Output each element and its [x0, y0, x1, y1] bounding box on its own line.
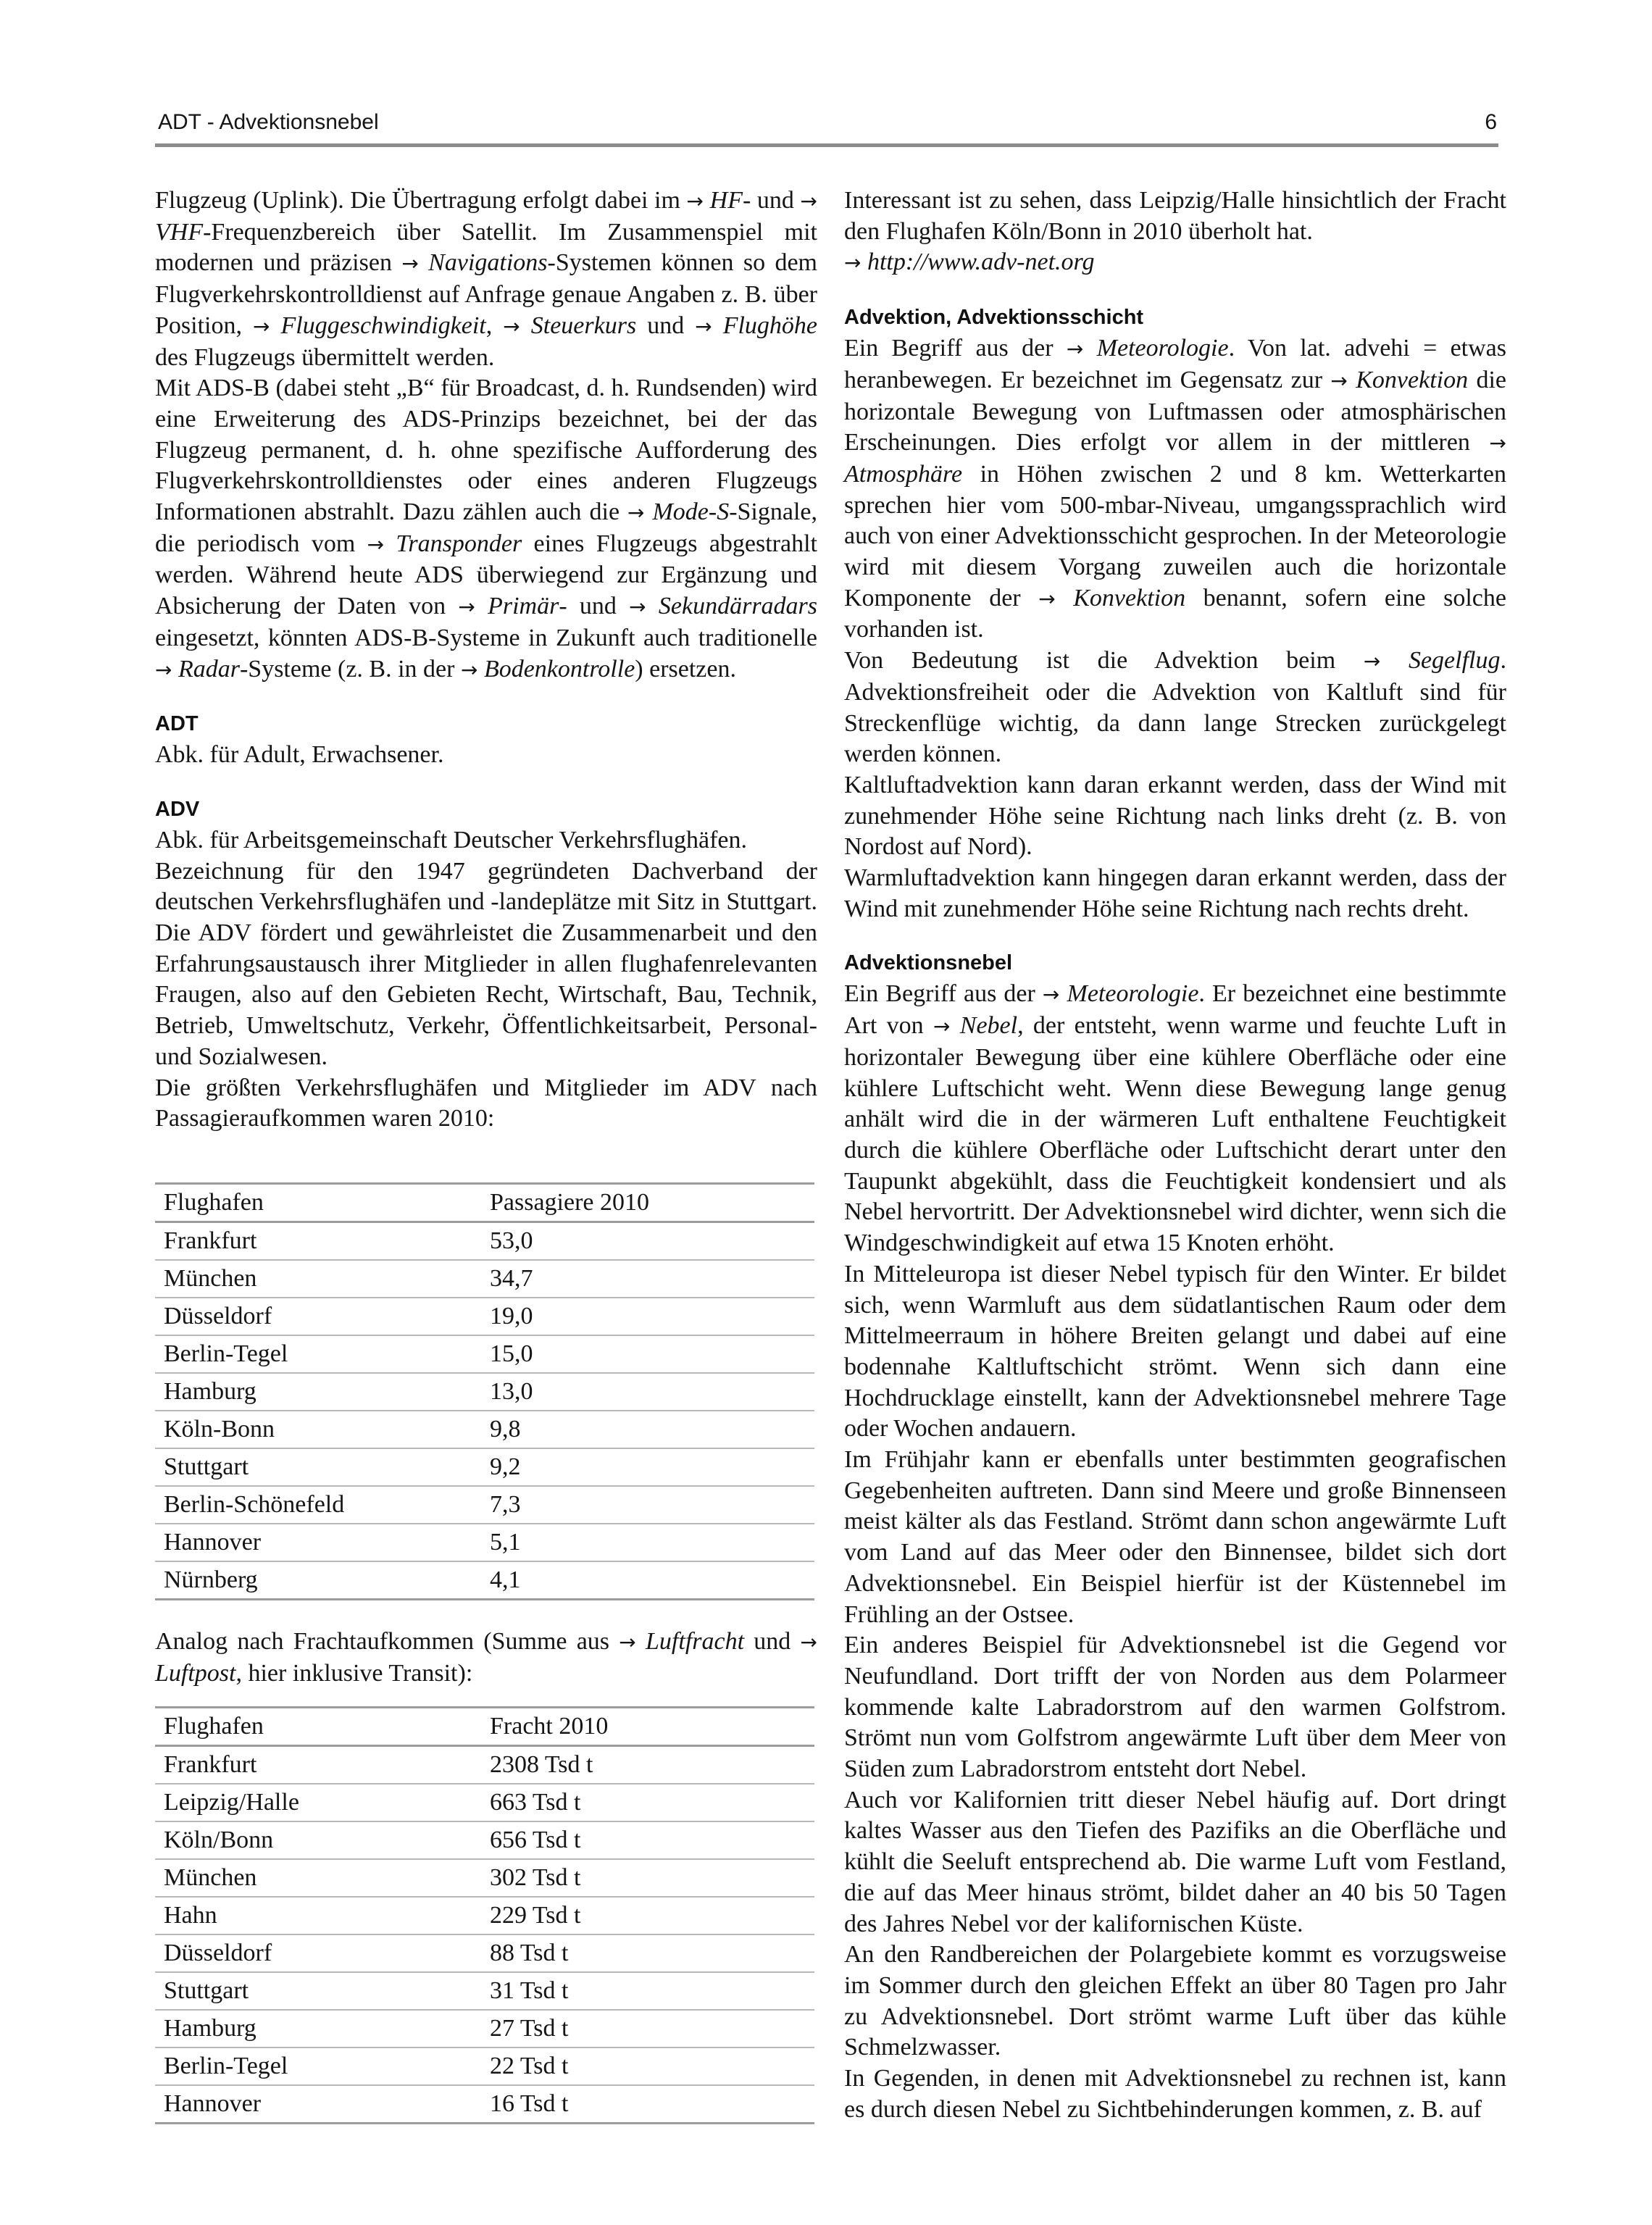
cross-reference-arrow-icon: →	[367, 532, 385, 556]
cross-reference-arrow-icon: →	[844, 251, 862, 275]
passenger-header-count: Passagiere 2010	[481, 1183, 814, 1222]
cargo-table-row	[155, 1746, 814, 1784]
text-run: Ein anderes Beispiel für Advektionsnebel ist die Gegend vor Neufundland. Dort trifft der von Norden aus dem Polarmeer kommende kalte Labradorstrom auf den warmen Golfstrom. Strömt nun vom Golfstrom angewärmte Luft über dem Meer von Süden zum Labradorstrom entsteht dort Nebel.	[844, 1632, 1506, 1783]
text-run: -Frequenzbereich über Satellit. Im Zusammenspiel mit modernen und präzisen	[155, 218, 817, 277]
ads-paragraph-2	[155, 373, 817, 685]
cargo-table-row	[155, 2010, 814, 2047]
page-header	[155, 104, 1498, 141]
cross-reference-term[interactable]: VHF	[155, 218, 204, 246]
cargo-value-cell: 663 Tsd t	[481, 1784, 814, 1821]
text-run: Bezeichnung für den 1947 gegründeten Dachverband der deutschen Verkehrsflughäfen und -landeplätze mit Sitz in Stuttgart. Die ADV fördert und gewährleistet die Zusammenarbeit und den Erfahrungsaustausch ihrer Mitglieder in allen flughafenrelevanten Fraugen, also auf den Gebieten Recht, Wirtschaft, Bau, Technik, Betrieb, Umweltschutz, Verkehr, Öffentlichkeitsarbeit, Personal- und Sozialwesen.	[155, 857, 817, 1070]
passenger-airport-cell: Köln-Bonn	[155, 1411, 481, 1448]
text-run	[384, 530, 396, 557]
cross-reference-term[interactable]: Luftfracht	[646, 1627, 745, 1655]
advektion-paragraph-4	[844, 863, 1506, 924]
text-run: . Advektionsfreiheit oder die Advektion von Kaltluft sind für Streckenflüge wichtig, da dann lange Strecken zurückgelegt werden können.	[844, 647, 1506, 768]
text-run: -Systeme (z. B. in der	[239, 655, 461, 682]
text-run: - und	[742, 187, 801, 214]
cross-reference-arrow-icon: →	[458, 595, 475, 619]
passenger-airport-cell: Stuttgart	[155, 1448, 481, 1486]
text-run: Flugzeug (Uplink). Die Übertragung erfolgt dabei im	[155, 187, 687, 214]
text-run	[704, 187, 710, 214]
text-run	[636, 1628, 646, 1655]
passenger-table-row	[155, 1222, 814, 1260]
cross-reference-term[interactable]: Primär	[488, 593, 559, 620]
cargo-table-row	[155, 2047, 814, 2085]
text-run: des Flugzeugs übermittelt werden.	[155, 343, 495, 371]
nebel-paragraph-2	[844, 1259, 1506, 1445]
passenger-value-cell: 4,1	[481, 1561, 814, 1600]
cross-reference-arrow-icon: →	[401, 251, 419, 276]
text-run	[419, 249, 428, 276]
cross-reference-term[interactable]: Bodenkontrolle	[483, 655, 635, 682]
advektion-paragraph-3	[844, 770, 1506, 863]
passenger-value-cell: 19,0	[481, 1298, 814, 1335]
text-run	[644, 498, 652, 525]
passenger-value-cell: 9,2	[481, 1448, 814, 1486]
left-column	[155, 185, 817, 2124]
text-run: Interessant ist zu sehen, dass Leipzig/Halle hinsichtlich der Fracht den Flughafen Köln/Bonn in 2010 überholt hat.	[844, 187, 1506, 245]
cargo-table-wrapper	[155, 1706, 817, 2124]
cargo-value-cell: 302 Tsd t	[481, 1859, 814, 1897]
passenger-table-row	[155, 1373, 814, 1411]
cargo-table-row	[155, 1972, 814, 2010]
cargo-airport-cell: Stuttgart	[155, 1972, 481, 2010]
passenger-airport-cell: Düsseldorf	[155, 1298, 481, 1335]
cross-reference-term[interactable]: HF	[709, 187, 743, 214]
text-run: eines Flugzeugs abgestrahlt werden. Während heute ADS überwiegend zur Ergänzung und Absicherung der Daten von	[155, 530, 817, 620]
cross-reference-term[interactable]: Navigations	[428, 249, 548, 277]
cross-reference-arrow-icon: →	[1042, 982, 1060, 1007]
advektion-paragraph-2	[844, 646, 1506, 770]
text-run: Mit ADS-B (dabei steht „B“ für Broadcast, d. h. Rundsenden) wird eine Erweiterung des ADS-Prinzips bezeichnet, bei der das Flugzeug permanent, d. h. ohne spezifische Aufforderung des Flugverkehrskontrolldienstes oder eines anderen Flugzeugs Informationen abstrahlt. Dazu zählen auch die	[155, 375, 817, 526]
passenger-table-row	[155, 1448, 814, 1486]
text-run: Abk. für Adult, Erwachsener.	[155, 741, 444, 769]
text-run	[1059, 980, 1067, 1007]
text-run: Ein Begriff aus der	[844, 980, 1043, 1008]
cargo-airport-cell: Berlin-Tegel	[155, 2047, 481, 2085]
text-run	[1380, 647, 1409, 674]
cross-reference-arrow-icon: →	[800, 1629, 818, 1654]
passenger-table-wrapper	[155, 1182, 817, 1600]
passenger-table-row	[155, 1335, 814, 1373]
text-run: -Systemen können so dem Flugverkehrskontrolldienst auf Anfrage genaue Angaben z. B. über Position,	[155, 249, 818, 339]
running-head: ADT - Advektionsnebel	[158, 110, 379, 134]
cross-reference-arrow-icon: →	[686, 189, 704, 213]
cargo-airport-cell: Hamburg	[155, 2010, 481, 2047]
nebel-paragraph-6	[844, 1940, 1506, 2063]
cross-reference-arrow-icon: →	[695, 314, 712, 338]
cargo-airport-cell: Köln/Bonn	[155, 1821, 481, 1859]
cross-reference-term[interactable]: Flughöhe	[722, 312, 818, 339]
cross-reference-arrow-icon: →	[155, 657, 172, 682]
cargo-value-cell: 22 Tsd t	[481, 2047, 814, 2085]
cargo-value-cell: 31 Tsd t	[481, 1972, 814, 2010]
nebel-paragraph-4	[844, 1630, 1506, 1785]
ads-paragraph-1	[155, 185, 817, 373]
page-number: 6	[1485, 110, 1497, 134]
text-run: . Von lat. advehi = etwas heranbewegen. Er bezeichnet im Gegensatz zur	[844, 335, 1506, 393]
passenger-airport-cell: Hamburg	[155, 1373, 481, 1411]
passenger-value-cell: 7,3	[481, 1486, 814, 1524]
cargo-value-cell: 88 Tsd t	[481, 1934, 814, 1972]
cross-reference-term[interactable]: Meteorologie	[1067, 980, 1199, 1008]
passenger-value-cell: 9,8	[481, 1411, 814, 1448]
text-run	[861, 249, 867, 275]
passenger-header-airport: Flughafen	[155, 1183, 481, 1222]
text-run: , der entsteht, wenn warme und feuchte Luft in horizontaler Bewegung über eine kühlere Oberfläche oder eine kühlere Luftschicht weht. Wenn diese Bewegung lange genug anhält wird die in der wärmeren Luft enthaltene Feuchtigkeit durch die kühlere Oberfläche oder Luftschicht derart unter den Taupunkt abgekühlt, dass die Feuchtigkeit kondensiert und als Nebel hervortritt. Der Advektionsnebel wird dichter, wenn sich die Windgeschwindigkeit auf etwa 15 Knoten erhöht.	[844, 1012, 1506, 1257]
cargo-table-body	[155, 1746, 814, 2124]
text-run	[1056, 585, 1074, 611]
cargo-header-freight: Fracht 2010	[481, 1708, 814, 1746]
text-run	[172, 656, 178, 682]
cargo-table-header-row	[155, 1708, 814, 1746]
text-run: ) ersetzen.	[635, 655, 736, 682]
cargo-airport-cell: Hannover	[155, 2085, 481, 2124]
cross-reference-term[interactable]: Fluggeschwindigkeit	[280, 312, 486, 339]
cargo-airport-cell: Hahn	[155, 1897, 481, 1934]
text-run	[475, 593, 488, 619]
entry-heading-adv: ADV	[155, 797, 200, 821]
text-run: In Mitteleuropa ist dieser Nebel typisch für den Winter. Er bildet sich, wenn Warmluft aus dem südatlantischen Raum oder dem Mittelmeerraum in höhere Breiten gelangt und dabei auf eine bodennahe Kaltluftschicht strömt. Wenn sich dann eine Hochdrucklage einstellt, kann der Advektionsnebel mehrere Tage oder Wochen andauern.	[844, 1260, 1506, 1443]
passenger-value-cell: 15,0	[481, 1335, 814, 1373]
text-run: Analog nach Frachtaufkommen (Summe aus	[155, 1627, 620, 1655]
text-run: und	[636, 312, 696, 339]
cargo-value-cell: 229 Tsd t	[481, 1897, 814, 1934]
cargo-table-row	[155, 1821, 814, 1859]
text-run: - und	[559, 593, 630, 620]
cross-reference-term[interactable]: Konvektion	[1356, 366, 1469, 393]
passenger-table-body	[155, 1222, 814, 1599]
passenger-table-row	[155, 1411, 814, 1448]
passenger-table-header-row	[155, 1183, 814, 1222]
cargo-table-row	[155, 1784, 814, 1821]
cross-reference-term[interactable]: Radar	[178, 655, 240, 682]
cargo-airport-cell: Frankfurt	[155, 1746, 481, 1784]
cross-reference-term[interactable]: Konvektion	[1073, 584, 1186, 611]
nebel-paragraph-5	[844, 1785, 1506, 1940]
adv-paragraph-3	[155, 1073, 817, 1135]
cross-reference-term[interactable]: Sekundärradars	[658, 593, 818, 620]
cargo-value-cell: 27 Tsd t	[481, 2010, 814, 2047]
passenger-airport-cell: München	[155, 1260, 481, 1298]
passenger-airport-cell: Hannover	[155, 1524, 481, 1561]
cross-reference-arrow-icon: →	[1489, 431, 1506, 456]
cross-reference-arrow-icon: →	[1038, 586, 1056, 611]
cargo-table-row	[155, 2085, 814, 2124]
passenger-value-cell: 5,1	[481, 1524, 814, 1561]
text-run	[1348, 367, 1356, 393]
text-run: Die größten Verkehrsflughäfen und Mitglieder im ADV nach Passagieraufkommen waren 2010:	[155, 1074, 817, 1132]
passenger-value-cell: 13,0	[481, 1373, 814, 1411]
entry-heading-advektion: Advektion, Advektionsschicht	[844, 306, 1144, 330]
text-run: Im Frühjahr kann er ebenfalls unter bestimmten geografischen Gegebenheiten auftreten. Dann sind Meere und große Binnenseen meist kälter als das Festland. Strömt dann schon angewärmte Luft vom Land auf das Meer oder den Binnensee, bildet sich dort Advektionsnebel. Ein Beispiel hierfür ist der Küstennebel im Frühling an der Ostsee.	[844, 1446, 1506, 1628]
nebel-paragraph-3	[844, 1445, 1506, 1630]
adv-continuation-paragraph	[844, 185, 1506, 247]
text-run: , hier inklusive Transit):	[235, 1659, 473, 1687]
cargo-value-cell: 2308 Tsd t	[481, 1746, 814, 1784]
passenger-airport-cell: Berlin-Schönefeld	[155, 1486, 481, 1524]
text-run	[477, 656, 484, 682]
cargo-airport-cell: München	[155, 1859, 481, 1897]
cargo-header-airport: Flughafen	[155, 1708, 481, 1746]
adv-paragraph-1	[155, 825, 817, 856]
text-run	[520, 312, 531, 339]
adt-paragraph-1	[155, 740, 817, 771]
text-run	[950, 1012, 959, 1039]
text-run	[270, 312, 280, 339]
cross-reference-term[interactable]: Nebel	[959, 1012, 1018, 1040]
text-run: die horizontale Bewegung von Luftmassen oder atmosphärischen Erscheinungen. Dies erfolgt vor allem in der mittleren	[844, 366, 1507, 456]
text-run: -Signale, die periodisch vom	[155, 498, 818, 557]
text-run: Ein Begriff aus der	[844, 335, 1067, 362]
text-run: An den Randbereichen der Polargebiete kommt es vorzugsweise im Sommer durch den gleichen Effekt an über 80 Tagen pro Jahr zu Advektionsnebel. Dort strömt warme Luft über das kühle Schmelzwasser.	[844, 1941, 1506, 2061]
text-run: ,	[485, 312, 504, 339]
header-divider	[155, 143, 1498, 147]
passenger-table-row	[155, 1260, 814, 1298]
passenger-airport-cell: Nürnberg	[155, 1561, 481, 1600]
cross-reference-arrow-icon: →	[629, 595, 646, 619]
cargo-table	[155, 1706, 814, 2124]
cargo-airport-cell: Leipzig/Halle	[155, 1784, 481, 1821]
text-run	[1083, 335, 1096, 362]
adv-website-link[interactable]	[844, 247, 1506, 279]
passenger-table-row	[155, 1298, 814, 1335]
cargo-table-row	[155, 1897, 814, 1934]
cargo-table-row	[155, 1934, 814, 1972]
text-run: benannt, sofern eine solche vorhanden ist.	[844, 584, 1506, 643]
passenger-value-cell: 34,7	[481, 1260, 814, 1298]
cross-reference-arrow-icon: →	[627, 501, 645, 525]
cross-reference-term[interactable]: Luftpost	[155, 1659, 236, 1687]
cross-reference-term[interactable]: Mode-S	[652, 498, 730, 526]
nebel-paragraph-1	[844, 979, 1506, 1258]
cargo-table-row	[155, 1859, 814, 1897]
text-run: In Gegenden, in denen mit Advektionsnebel zu rechnen ist, kann es durch diesen Nebel zu Sichtbehinderungen kommen, z. B. auf	[844, 2065, 1506, 2123]
text-run: Warmluftadvektion kann hingegen daran erkannt werden, dass der Wind mit zunehmender Höhe seine Richtung nach rechts dreht.	[844, 864, 1506, 922]
cross-reference-term[interactable]: Meteorologie	[1096, 335, 1229, 362]
text-run: in Höhen zwischen 2 und 8 km. Wetterkarten sprechen hier vom 500-mbar-Niveau, umgangssprachlich wird auch von einer Advektionsschicht gesprochen. In der Meteorologie wird mit diesem Vorgang zuweilen auch die horizontale Komponente der	[844, 460, 1506, 611]
cross-reference-arrow-icon: →	[503, 314, 520, 338]
cargo-airport-cell: Düsseldorf	[155, 1934, 481, 1972]
passenger-value-cell: 53,0	[481, 1222, 814, 1260]
cross-reference-arrow-icon: →	[933, 1014, 951, 1039]
text-run: Kaltluftadvektion kann daran erkannt werden, dass der Wind mit zunehmender Höhe seine Richtung nach links dreht (z. B. von Nordost auf Nord).	[844, 771, 1506, 861]
passenger-airport-cell: Frankfurt	[155, 1222, 481, 1260]
cross-reference-arrow-icon: →	[1066, 337, 1084, 362]
advektion-paragraph-1	[844, 333, 1506, 646]
entry-heading-advektionsnebel: Advektionsnebel	[844, 951, 1013, 975]
text-run: Von Bedeutung ist die Advektion beim	[844, 647, 1364, 675]
cross-reference-arrow-icon: →	[800, 189, 818, 213]
cross-reference-arrow-icon: →	[1363, 649, 1381, 674]
passenger-table-row	[155, 1486, 814, 1524]
passenger-airport-cell: Berlin-Tegel	[155, 1335, 481, 1373]
cargo-value-cell: 16 Tsd t	[481, 2085, 814, 2124]
text-run	[712, 312, 723, 339]
cross-reference-term[interactable]: Steuerkurs	[530, 312, 637, 339]
passenger-table	[155, 1182, 814, 1600]
passenger-table-row	[155, 1524, 814, 1561]
text-run	[646, 593, 659, 619]
cross-reference-arrow-icon: →	[253, 314, 270, 338]
cross-reference-arrow-icon: →	[619, 1629, 636, 1654]
cross-reference-arrow-icon: →	[1330, 368, 1348, 393]
passenger-table-row	[155, 1561, 814, 1600]
adv-paragraph-4	[155, 1627, 817, 1689]
cargo-value-cell: 656 Tsd t	[481, 1821, 814, 1859]
text-run: Auch vor Kalifornien tritt dieser Nebel häufig auf. Dort dringt kaltes Wasser aus den Tiefen des Pazifiks an die Oberfläche und kühlt die Seeluft entsprechend ab. Die warme Luft vom Festland, die auf das Meer hinaus strömt, bildet daher an 40 bis 50 Tagen des Jahres Nebel vor der kalifornischen Küste.	[844, 1786, 1506, 1937]
text-run: Abk. für Arbeitsgemeinschaft Deutscher Verkehrsflughäfen.	[155, 826, 747, 853]
text-run: eingesetzt, könnten ADS-B-Systeme in Zukunft auch traditionelle	[155, 624, 817, 651]
nebel-paragraph-7	[844, 2063, 1506, 2125]
cross-reference-term[interactable]: Transponder	[396, 530, 522, 557]
text-run: . Er bezeichnet eine bestimmte Art von	[844, 980, 1507, 1040]
cross-reference-term[interactable]: http://www.adv-net.org	[867, 249, 1095, 276]
right-column	[844, 185, 1506, 2125]
cross-reference-term[interactable]: Segelflug	[1408, 647, 1501, 675]
entry-heading-adt: ADT	[155, 712, 199, 736]
cross-reference-term[interactable]: Atmosphäre	[844, 460, 963, 488]
cross-reference-arrow-icon: →	[460, 657, 478, 682]
text-run: und	[744, 1627, 801, 1655]
adv-paragraph-2	[155, 856, 817, 1073]
